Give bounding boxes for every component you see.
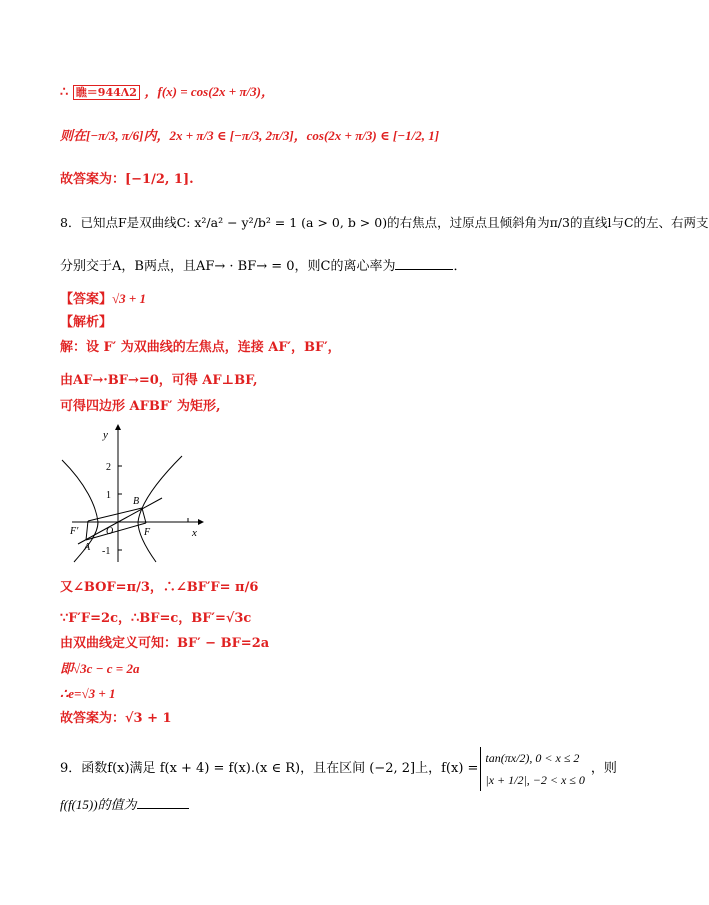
solution-step-3-text: 可得四边形 AFBF′ 为矩形, <box>60 399 221 414</box>
function-expression: ，f(x) = cos(2x + π/3)， <box>144 84 274 99</box>
question-9-line-2 <box>60 795 189 816</box>
y-label: y <box>103 429 108 441</box>
solution-step-5-text: ∵F′F=2c，∴BF=c，BF′=√3c <box>60 611 252 626</box>
y-axis-arrow <box>115 424 121 430</box>
solution-step-2 <box>60 371 258 391</box>
tick-neg1: -1 <box>102 546 111 557</box>
segment-AF <box>86 523 146 540</box>
piecewise-function <box>480 747 584 791</box>
therefore-symbol: ∴ <box>60 85 69 100</box>
question-9-text: 9．函数f(x)满足 f(x + 4) = f(x).(x ∈ R)，且在区间 (−2, 2]上，f(x) = <box>60 761 479 776</box>
solution-step-7 <box>60 659 139 680</box>
label-B: B <box>133 496 140 507</box>
period: ． <box>453 259 467 274</box>
answer-line <box>60 289 146 310</box>
analysis-label <box>60 313 112 333</box>
piecewise-case-1: tan(πx/2), 0 < x ≤ 2 <box>485 751 580 765</box>
solution-step-4-text: 又∠BOF=π/3，∴∠BF′F= π/6 <box>60 580 259 595</box>
solution-step-8-text: ∴e=√3 + 1 <box>60 686 116 701</box>
question-8-text: 8．已知点F是双曲线C: x²/a² − y²/b² = 1 (a > 0, b > 0)的右焦点，过原点且倾斜角为π/3的直线l与C的左、右两支 <box>60 215 709 230</box>
answer-blank <box>395 257 453 270</box>
solution-step-9 <box>60 709 172 729</box>
hyperbola-figure <box>58 422 208 562</box>
answer-value: √3 + 1 <box>112 291 147 306</box>
solution-line-1 <box>60 82 274 103</box>
answer-statement: 故答案为：[−1/2, 1]. <box>60 172 194 187</box>
question-8-line-1 <box>60 213 709 233</box>
hyperbola-right-branch <box>138 456 182 562</box>
question-9-text-2: f(f(15))的值为 <box>60 797 137 812</box>
tick-2: 2 <box>106 462 111 473</box>
solution-step-4 <box>60 578 258 598</box>
segment-BF <box>142 508 146 523</box>
solution-step-3 <box>60 397 221 417</box>
solution-line-2 <box>60 126 439 147</box>
analysis-label-text: 【解析】 <box>60 315 113 330</box>
hyperbola-left-branch <box>62 460 98 562</box>
solution-step-5 <box>60 609 251 629</box>
solution-step-1-text: 解：设 F′ 为双曲线的左焦点，连接 AF′，BF′， <box>60 340 341 355</box>
solution-step-7-text: 即√3c − c = 2a <box>60 661 140 676</box>
piecewise-case-2: |x + 1/2|, −2 < x ≤ 0 <box>485 773 585 787</box>
solution-line-3 <box>60 170 194 190</box>
solution-step-1 <box>60 338 341 358</box>
answer-label: 【答案】 <box>60 292 113 307</box>
label-A: A <box>84 542 91 553</box>
solution-step-6 <box>60 634 269 654</box>
question-8-line-2 <box>60 257 467 277</box>
question-8-text-2: 分别交于A，B两点，且AF→ · BF→ = 0，则C的离心率为 <box>60 259 396 274</box>
segment-FpA <box>86 521 88 540</box>
solution-step-9-text: 故答案为：√3 + 1 <box>60 711 172 726</box>
question-9-end: ，则 <box>590 761 617 776</box>
x-axis-arrow <box>198 519 204 525</box>
label-F: F <box>144 527 151 538</box>
x-label: x <box>192 527 197 539</box>
tick-1: 1 <box>106 490 111 501</box>
answer-blank-9 <box>137 796 189 809</box>
label-Fp: F′ <box>70 526 79 537</box>
segment-BFp <box>88 508 142 521</box>
question-9-line-1 <box>60 744 617 794</box>
boxed-value: 瞧＝944Λ2 <box>73 85 140 100</box>
solution-step-6-text: 由双曲线定义可知：BF′ − BF=2a <box>60 636 270 651</box>
range-derivation: 则在[−π/3, π/6]内，2x + π/3 ∈ [−π/3, 2π/3]，cos(2x + π/3) ∈ [−1/2, 1] <box>60 128 440 143</box>
label-O: O <box>106 526 114 537</box>
solution-step-2-text: 由AF→·BF→=0，可得 AF⊥BF, <box>60 373 258 388</box>
solution-step-8 <box>60 684 116 705</box>
